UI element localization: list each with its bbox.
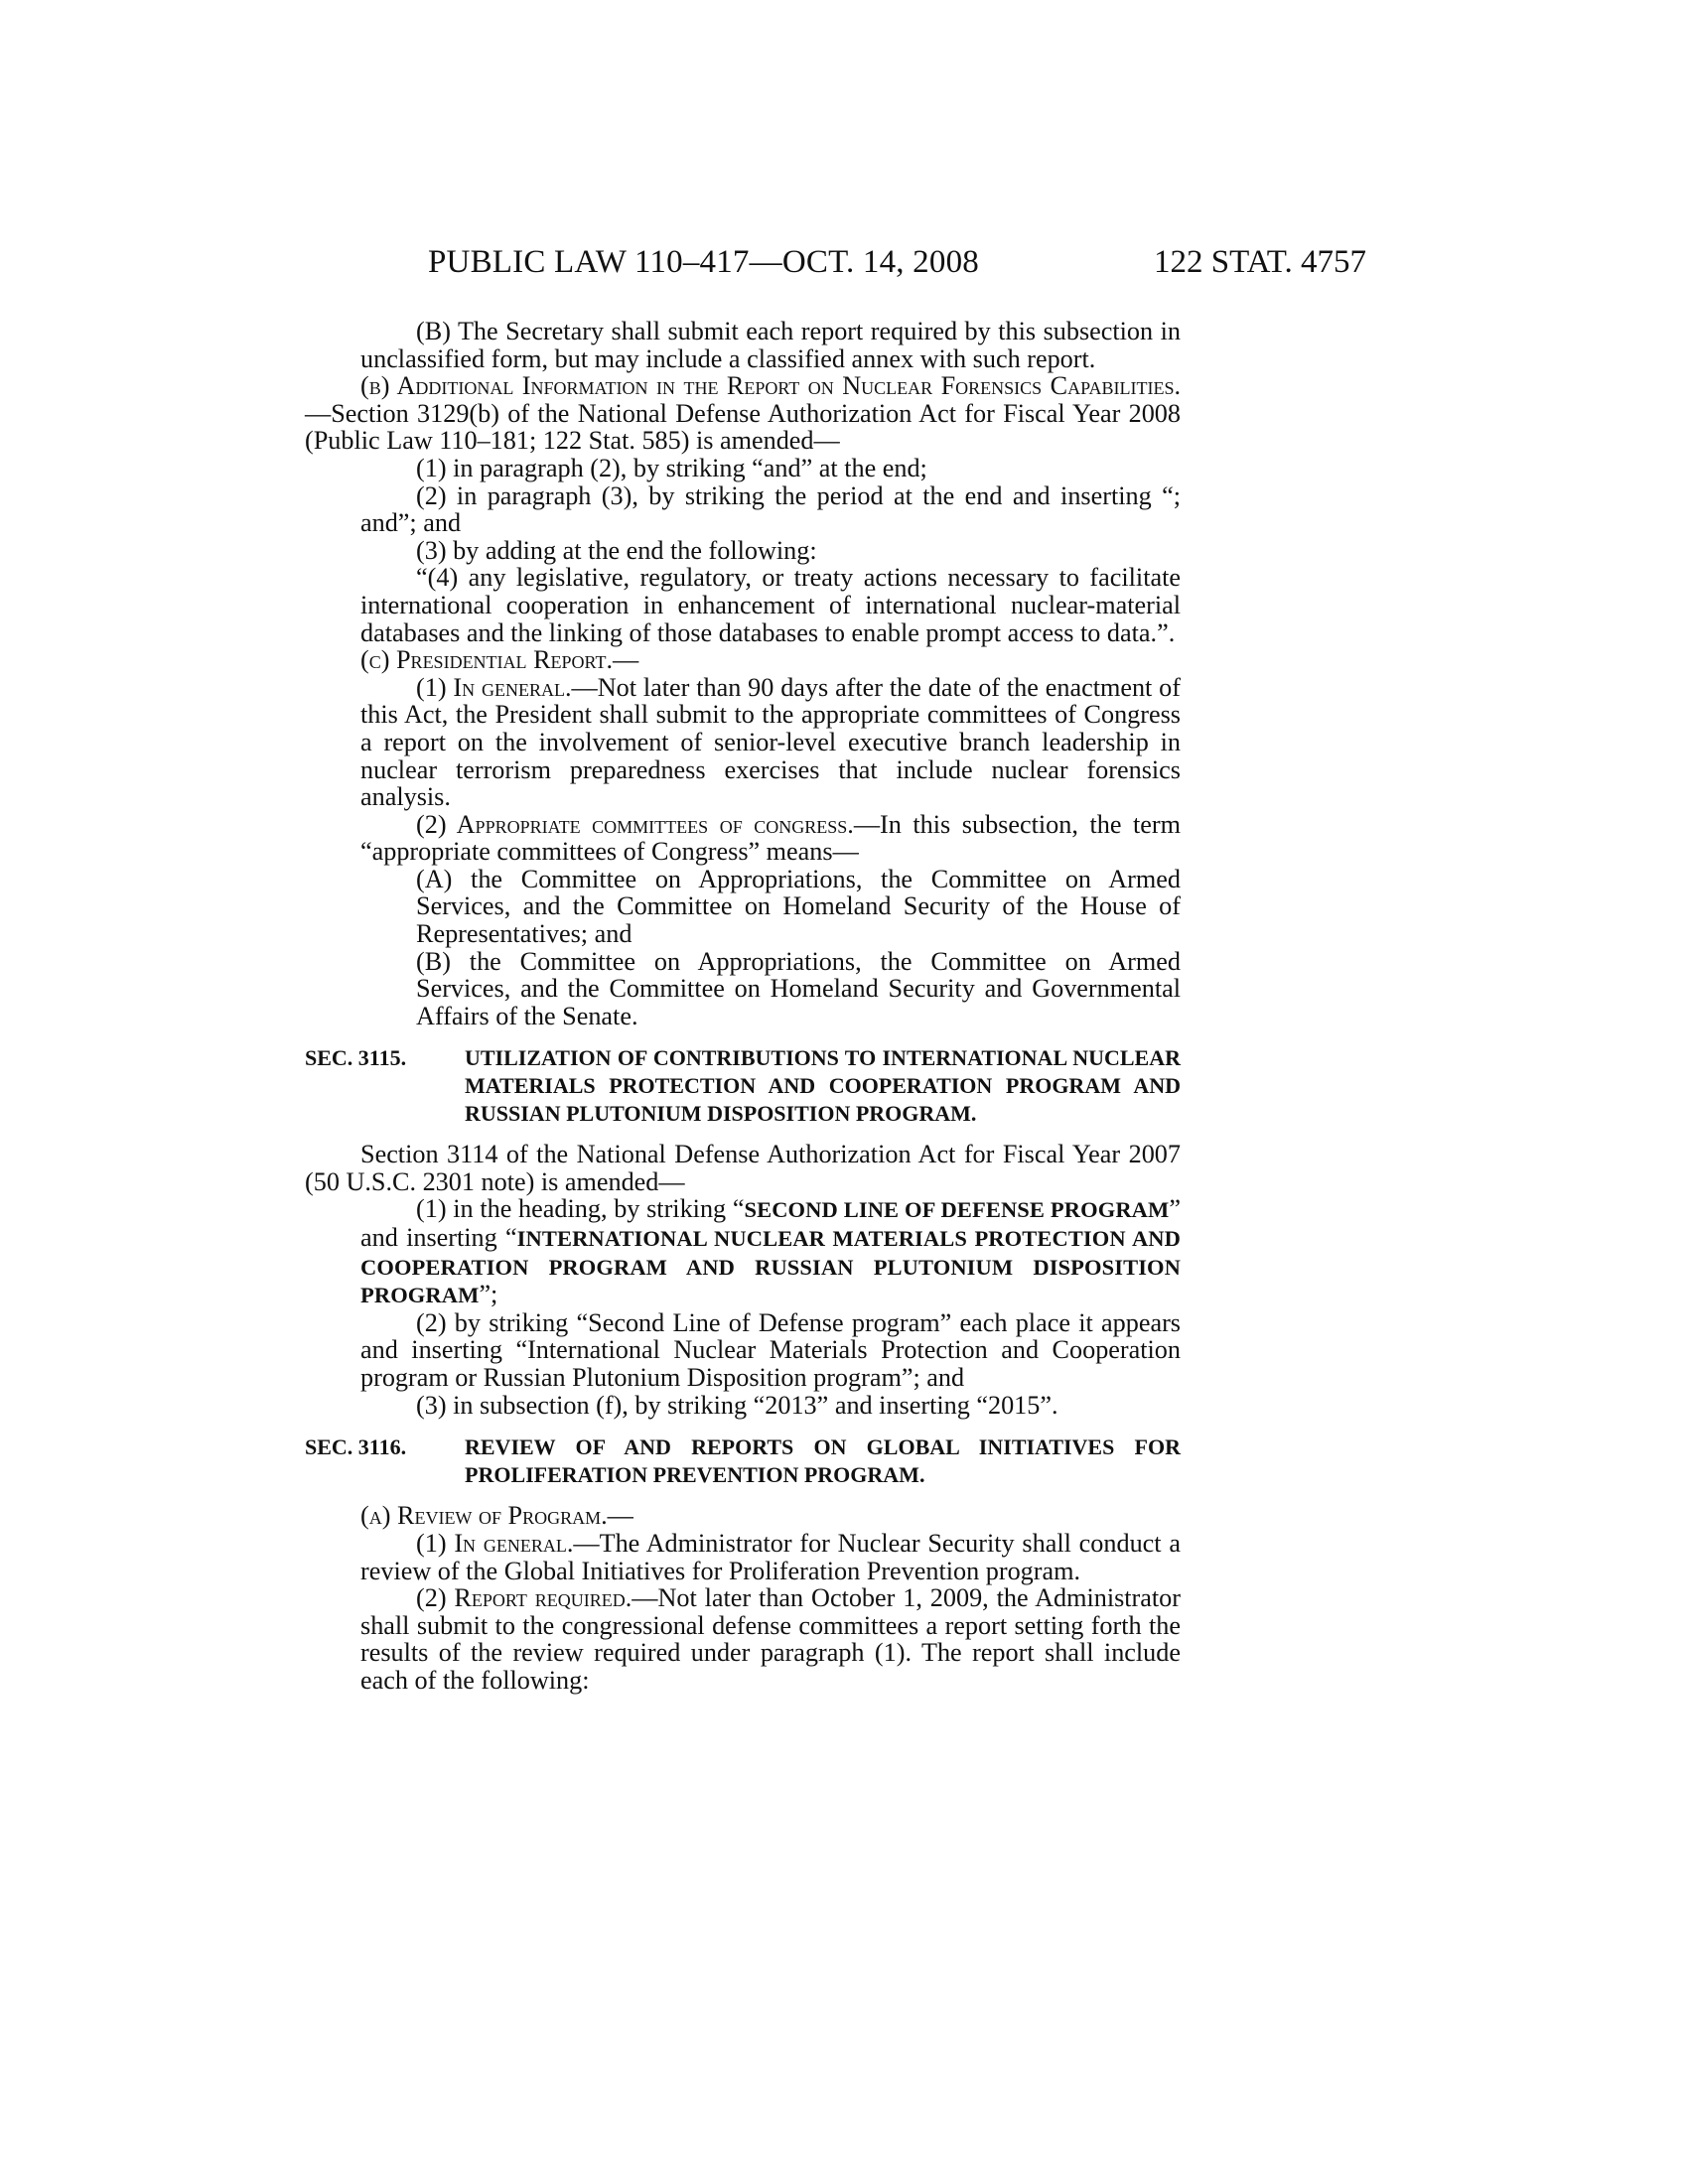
quoted-paragraph-4: “(4) any legislative, regulatory, or treaty actions necessary to facilitate international cooperation in enhancement of international nuclear-material databases and the linking of those databases to enable prompt access to data.”.: [360, 563, 1181, 647]
paragraph-text: —The Administrator for Nuclear Security shall conduct a review of the Global Initiatives for Proliferation Prevention program.: [360, 1528, 1181, 1585]
paragraph-heading: (1) In general.: [416, 672, 572, 702]
paragraph-c2: [305, 811, 1181, 866]
section-3115-item-1: [305, 1195, 1181, 1308]
paragraph-text: —Section 3129(b) of the National Defense Authorization Act for Fiscal Year 2008 (Public Law 110–181; 122 Stat. 585) is amended—: [305, 398, 1181, 456]
paragraph-b-secretary: (B) The Secretary shall submit each report required by this subsection in unclassified form, but may include a classified annex with such report.: [360, 317, 1181, 373]
running-header-stat: 122 STAT. 4757: [1154, 244, 1367, 280]
document-body: [305, 318, 1181, 1695]
section-title: UTILIZATION OF CONTRIBUTIONS TO INTERNATIONAL NUCLEAR MATERIALS PROTECTION AND COOPERATION PROGRAM AND RUSSIAN PLUTONIUM DISPOSITION PROGRAM.: [465, 1045, 1181, 1126]
section-3116-subsection-a: [305, 1502, 1181, 1530]
subsection-heading: (a) Review of Program.: [360, 1501, 608, 1531]
section-3116-paragraph-2: [305, 1584, 1181, 1694]
subsection-heading: (c) Presidential Report.: [360, 645, 614, 675]
paragraph-text: —Not later than 90 days after the date of the enactment of this Act, the President shall submit to the appropriate committees of Congress a report on the involvement of senior-level executive branch leadership in nuclear terrorism preparedness exercises that include nuclear forensics analysis.: [360, 672, 1182, 812]
section-number: SEC. 3116.: [305, 1434, 407, 1460]
paragraph-c-heading: [305, 646, 1181, 674]
subparagraph-b: (B) the Committee on Appropriations, the Committee on Armed Services, and the Committee on Homeland Security and Governmental Affairs of the Senate.: [416, 946, 1181, 1030]
paragraph-heading: (2) Appropriate committees of congress.: [416, 809, 854, 839]
paragraph-heading: (1) In general.: [416, 1528, 574, 1558]
section-3116-paragraph-1: [305, 1530, 1181, 1584]
heading-dash: —: [607, 1501, 633, 1531]
paragraph-heading: (2) Report required.: [416, 1583, 633, 1613]
subparagraph-a: (A) the Committee on Appropriations, the Committee on Armed Services, and the Committee on Homeland Security of the House of Representatives; and: [416, 864, 1181, 949]
running-header-law: PUBLIC LAW 110–417—OCT. 14, 2008: [428, 244, 979, 280]
subsection-heading: (b) Additional Information in the Report on Nuclear Forensics Capabilities.: [360, 371, 1181, 401]
inserted-heading: INTERNATIONAL NUCLEAR MATERIALS PROTECTION AND COOPERATION PROGRAM AND RUSSIAN PLUTONIUM DISPOSITION PROGRAM: [360, 1226, 1181, 1308]
paragraph-text: —Not later than October 1, 2009, the Administrator shall submit to the congressional defense committees a report setting forth the results of the review required under paragraph (1). The report shall include each of the following:: [360, 1583, 1181, 1695]
section-3115-heading: [305, 1044, 1181, 1127]
paragraph-text: ”;: [479, 1280, 498, 1309]
heading-dash: —: [613, 645, 639, 675]
amendment-item-3: (3) by adding at the end the following:: [416, 535, 817, 565]
paragraph-text: ” and inserting “: [360, 1194, 1181, 1252]
section-3115-item-3: (3) in subsection (f), by striking “2013” and inserting “2015”.: [416, 1390, 1058, 1420]
amendment-item-2: (2) in paragraph (3), by striking the period at the end and inserting “; and”; and: [360, 480, 1181, 538]
paragraph-text: (1) in the heading, by striking “: [416, 1194, 745, 1224]
paragraph-b-additional-information: [305, 372, 1181, 455]
section-3115-intro: Section 3114 of the National Defense Authorization Act for Fiscal Year 2007 (50 U.S.C. 2301 note) is amended—: [305, 1140, 1181, 1196]
paragraph-c1: [305, 674, 1181, 811]
struck-heading: SECOND LINE OF DEFENSE PROGRAM: [744, 1197, 1170, 1223]
amendment-item-1: (1) in paragraph (2), by striking “and” at the end;: [416, 453, 927, 482]
section-title: REVIEW OF AND REPORTS ON GLOBAL INITIATIVES FOR PROLIFERATION PREVENTION PROGRAM.: [465, 1434, 1181, 1487]
paragraph-text: —In this subsection, the term “appropriate committees of Congress” means—: [360, 809, 1181, 867]
section-3115-item-2: (2) by striking “Second Line of Defense program” each place it appears and inserting “International Nuclear Materials Protection and Cooperation program or Russian Plutonium Disposition program”; and: [360, 1307, 1181, 1392]
section-3116-heading: [305, 1433, 1181, 1488]
section-number: SEC. 3115.: [305, 1045, 407, 1071]
